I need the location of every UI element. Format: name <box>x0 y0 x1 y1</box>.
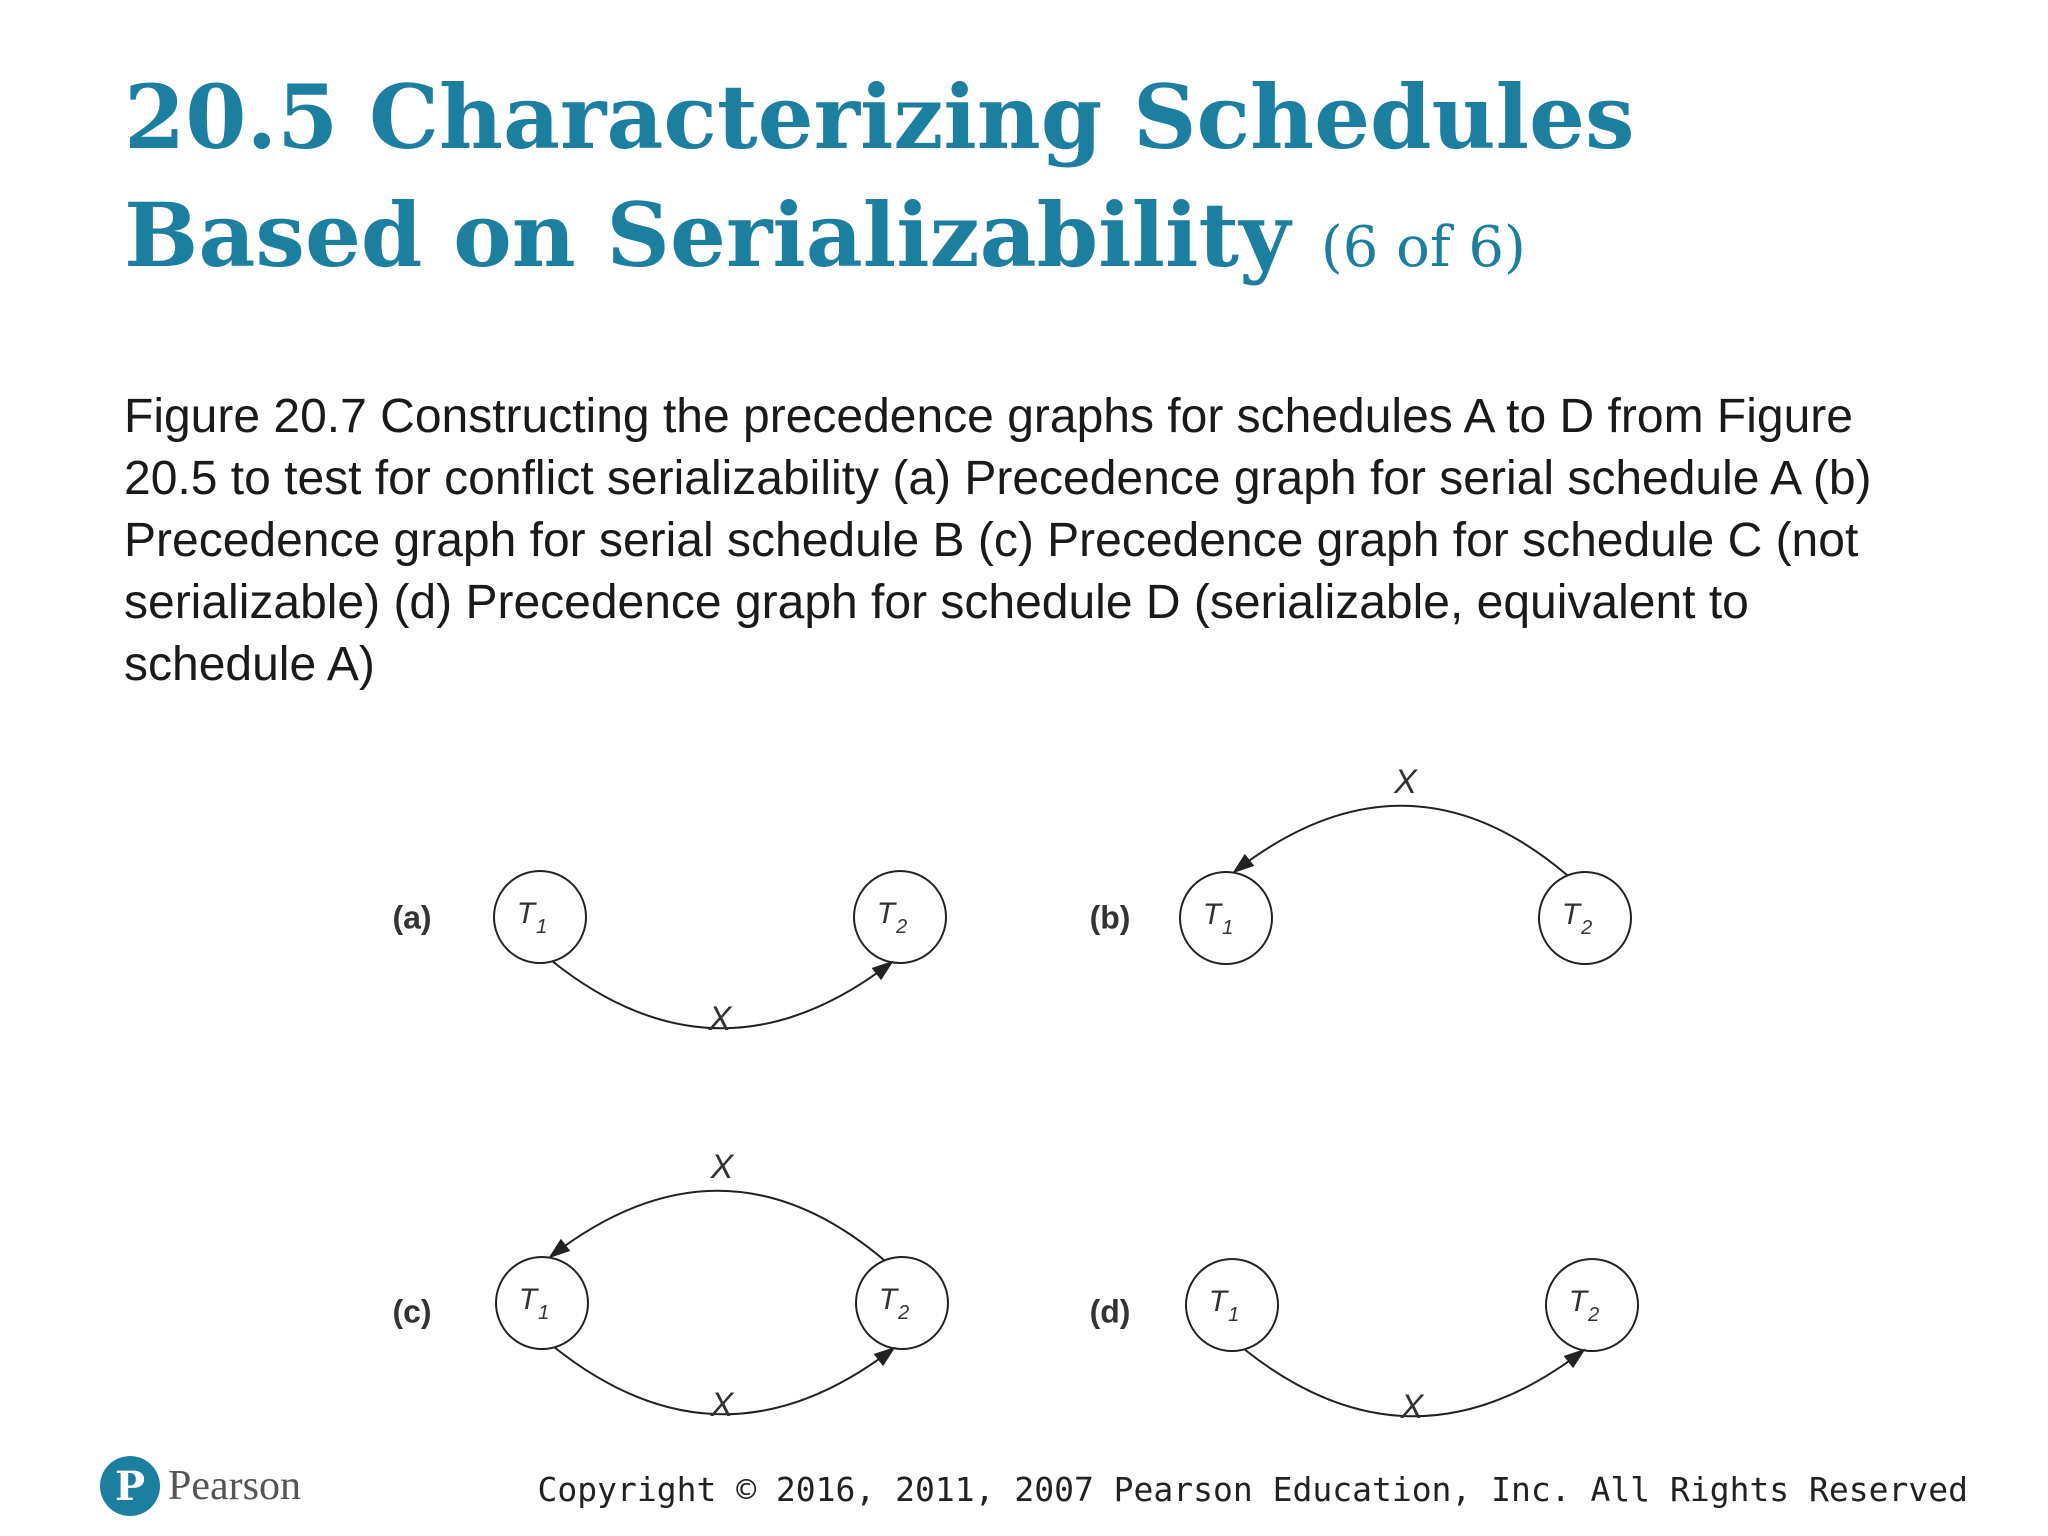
transaction-node-label: $T_1$ <box>1202 898 1234 939</box>
slide-title-suffix: (6 of 6) <box>1320 215 1526 280</box>
slide-title-text: 20.5 Characterizing Schedules Based on Serializability <box>124 65 1635 287</box>
edge-label: X <box>710 1385 734 1424</box>
panel-label: (a) <box>392 899 432 936</box>
pearson-logo-text: Pearson <box>168 1463 301 1509</box>
transaction-node-label: $T_2$ <box>1568 1285 1600 1326</box>
copyright-notice: Copyright © 2016, 2011, 2007 Pearson Education, Inc. All Rights Reserved <box>537 1470 1968 1509</box>
precedence-edge <box>1234 806 1567 875</box>
panel-d <box>1090 1259 1638 1426</box>
panel-b <box>1090 763 1631 964</box>
transaction-node-label: $T_2$ <box>876 897 908 938</box>
edge-label: X <box>1400 1387 1424 1426</box>
edge-label: X <box>1394 762 1417 801</box>
graph-panels <box>392 763 1638 1426</box>
panel-c <box>392 1148 948 1424</box>
pearson-logo <box>100 1454 301 1518</box>
precedence-edge <box>550 1191 884 1260</box>
edge-label: X <box>708 999 732 1038</box>
panel-label: (b) <box>1089 899 1131 936</box>
panel-a <box>392 871 946 1038</box>
pearson-logo-mark: P <box>100 1456 160 1516</box>
figure-caption: Figure 20.7 Constructing the precedence graphs for schedules A to D from Figure 20.5 to test for conflict serializability (a) Precedence graph for serial schedule A (b) Precedence graph for serial schedule B (c) Precedence graph for schedule C (not serializable) (d) Precedence graph for schedule D (serializable, equivalent to schedule A) <box>124 390 1872 691</box>
transaction-node-label: $T_1$ <box>518 1283 550 1324</box>
transaction-node-label: $T_2$ <box>1561 898 1593 939</box>
transaction-node-label: $T_1$ <box>516 897 548 938</box>
transaction-node-label: $T_1$ <box>1208 1285 1240 1326</box>
edge-label: X <box>710 1147 734 1186</box>
panel-label: (d) <box>1089 1293 1131 1330</box>
transaction-node-label: $T_2$ <box>878 1283 910 1324</box>
panel-label: (c) <box>392 1293 432 1330</box>
